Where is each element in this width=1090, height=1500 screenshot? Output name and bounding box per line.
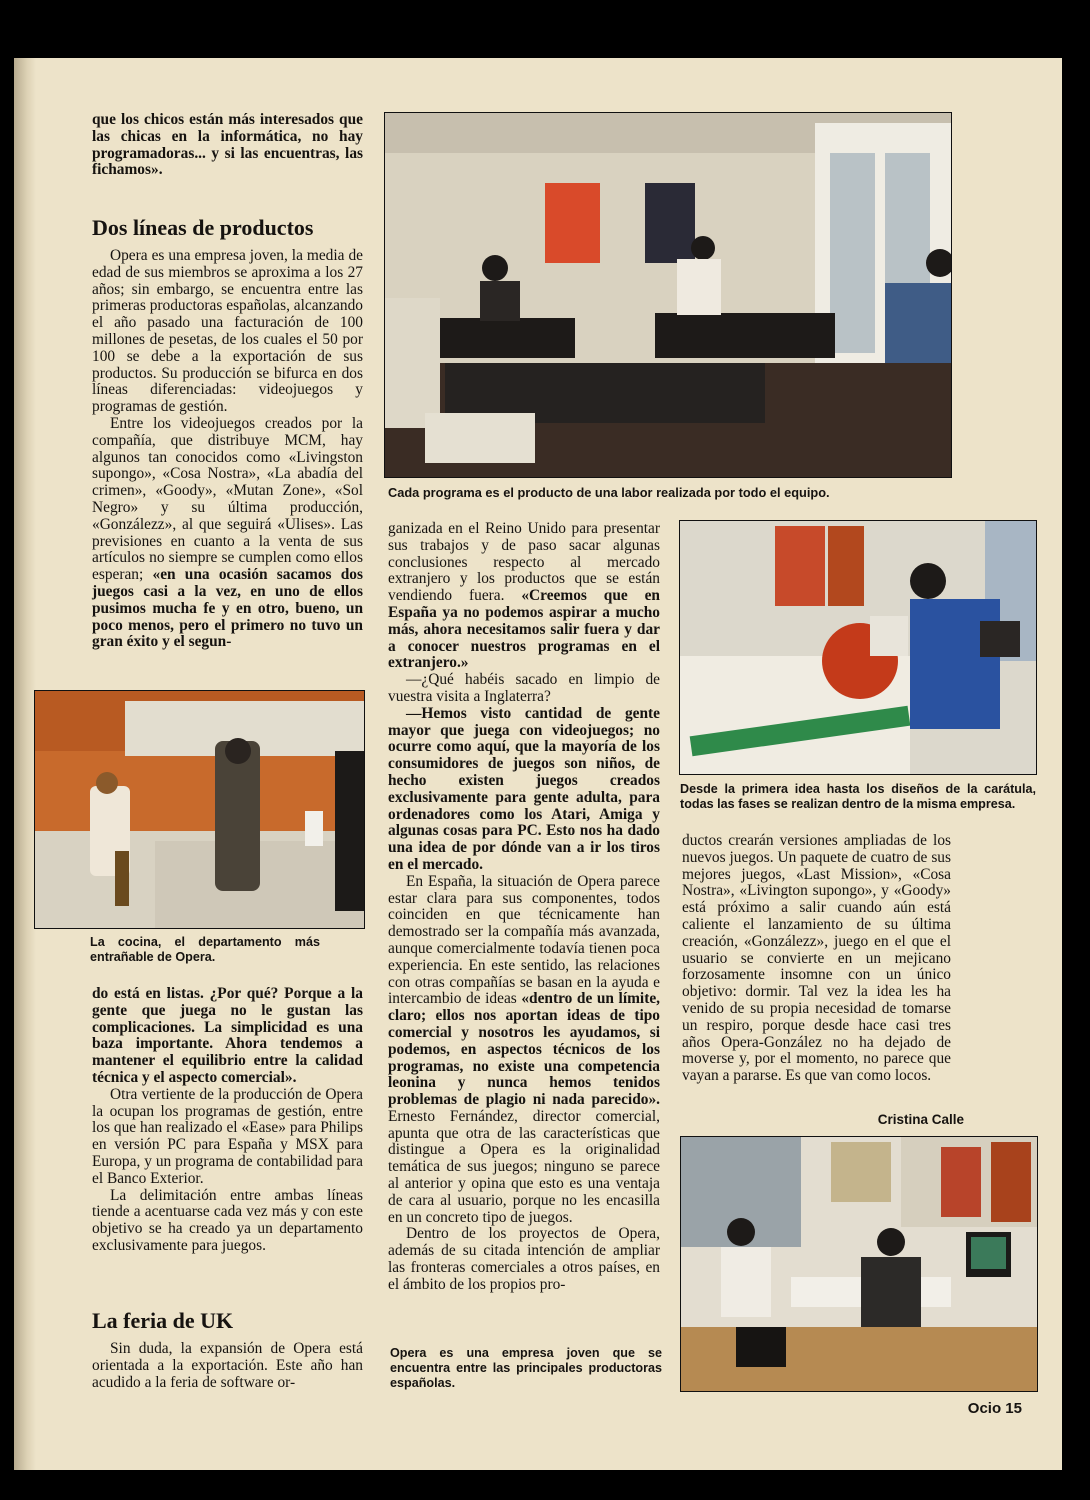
- photo-kitchen: [34, 690, 365, 929]
- paragraph: ductos crearán versiones ampliadas de los nuevos juegos. Un paquete de cuatro de sus mejores juegos, «Last Mission», «Cosa Nostra», «Livington supongo», y «Goody» está próximo a salir cuando aún está caliente el lanzamiento de su última creación, «Gonzálezz», juego en el que el usuario se convierte en un mejicano forzosamente insomne con un único objetivo: dormir. Tal vez la idea les ha venido de su propia necesidad de tomarse un respiro, porque desde hace casi tres años Opera-González no ha dejado de moverse y, por el momento, no parece que vayan a pararse. Es que van como locos.: [682, 832, 951, 1085]
- quote-run: «dentro de un límite, claro; ellos nos aportan ideas de tipo comercial y nosotros les ayudamos, si podemos, en aspectos técnicos de los programas, no existe una competencia leonina y nunca hemos tenidos problemas de plagio ni nada parecido».: [388, 990, 661, 1109]
- column-1-bottom: [92, 986, 363, 1255]
- caption-cover-design: Desde la primera idea hasta los diseños de la carátula, todas las fases se realizan dentro de la misma empresa.: [680, 782, 1036, 811]
- text-run: ganizada en el Reino Unido para presentar sus trabajos y de paso sacar algunas conclusiones respecto al mercado extranjero y los productos que se están vendiendo fuera.: [388, 520, 660, 605]
- text-run: Ernesto Fernández, director comercial, apunta que otra de las características que distingue a Opera es la originalidad temática de sus juegos; ninguno se parece al anterior y opina que esto es una ventaja de cara al usuario, porque no les encasilla en un concreto tipo de juegos.: [388, 1107, 660, 1226]
- text-run: Entre los videojuegos creados por la compañía, que distribuye MCM, hay algunos tan conocidos como «Livingston supongo», «Cosa Nostra», «La abadía del crimen», «Goody», «Mutan Zone», «Sol Negro» y su última producción, «Gonzálezz», al que seguirá «Ulises». Las previsiones en cuanto a la venta de sus artículos no siempre se cumplen como ellos esperan;: [92, 414, 363, 584]
- caption-office-team: Cada programa es el producto de una labor realizada por todo el equipo.: [388, 485, 830, 500]
- text-run: En España, la situación de Opera parece estar clara para sus componentes, todos coinciden en que técnicamente han demostrado ser la compañía más avanzada, aunque comercialmente todavía tienen poca experiencia. En este sentido, las relaciones con otras compañías se basan en la ayuda e intercambio de ideas: [388, 872, 660, 1008]
- column-3: [682, 833, 951, 1085]
- photo-office-team: [384, 112, 952, 478]
- caption-young-company: Opera es una empresa joven que se encuentra entre las principales productoras españolas.: [390, 1346, 662, 1390]
- heading-dos-lineas: Dos líneas de productos: [92, 215, 314, 240]
- paragraph: Opera es una empresa joven, la media de edad de sus miembros se aproxima a los 27 años; sin embargo, se encuentra entre las primeras productoras españolas, alcanzando el año pasado una facturación de 100 millones de pesetas, de los cuales el 50 por 100 se debe a la exportación de sus productos. Su producción se bifurca en dos líneas diferenciadas: videojuegos y programas de gestión.: [92, 247, 363, 416]
- photo-programmers: [680, 1136, 1038, 1392]
- quote-run: «Creemos que en España ya no podemos aspirar a mucho más, ahora necesitamos salir fuera y dar a conocer nuestros programas en el extranjero.»: [388, 587, 660, 672]
- paragraph: Dentro de los proyectos de Opera, además de su citada intención de ampliar las fronteras comerciales a otros países, en el ámbito de los propios pro-: [388, 1225, 660, 1293]
- paragraph: Otra vertiente de la producción de Opera la ocupan los programas de gestión, entre los que han realizado el «Ease» para Philips en versión PC para España y MSX para Europa, y un programa de contabilidad para el Banco Exterior.: [92, 1085, 363, 1187]
- quote-run: «en una ocasión sacamos dos juegos casi a la vez, en uno de ellos pusimos mucha fe y en otro, bueno, un poco menos, pero el primero no tuvo un gran éxito y el segun-: [92, 566, 363, 651]
- page-folio: Ocio 15: [967, 1400, 1022, 1417]
- column-1-feria: [92, 1341, 363, 1391]
- photo-cover-design: [679, 520, 1037, 775]
- column-1-top: [92, 112, 363, 179]
- paragraph: La delimitación entre ambas líneas tiende a acentuarse cada vez más y con este objetivo se ha creado ya un departamento exclusivamente para juegos.: [92, 1186, 363, 1254]
- paragraph: —Hemos visto cantidad de gente mayor que juega con videojuegos; no ocurre como aquí, que la mayoría de los consumidores de juegos son niños, de hecho existen juegos creados exclusivamente para gente adulta, para ordenadores como los Atari, Amiga y algunas cosas para PC. Esto nos ha dado una idea de por dónde van a ir los tiros en el mercado.: [388, 704, 660, 873]
- paragraph: Sin duda, la expansión de Opera está orientada a la exportación. Este año han acudido a la feria de software or-: [92, 1340, 363, 1391]
- heading-feria: La feria de UK: [92, 1308, 234, 1333]
- page-gutter-shadow: [14, 58, 36, 1470]
- caption-kitchen: La cocina, el departamento más entrañable de Opera.: [90, 935, 320, 964]
- paragraph: [388, 874, 660, 1227]
- author-signature: Cristina Calle: [877, 1112, 964, 1127]
- magazine-page: [14, 58, 1062, 1470]
- column-2: [388, 521, 660, 1294]
- column-1-middle: [92, 248, 363, 651]
- paragraph: que los chicos están más interesados que las chicas en la informática, no hay programadoras... y si las encuentras, las fichamos».: [92, 111, 363, 179]
- paragraph: [92, 416, 363, 651]
- paragraph: —¿Qué habéis sacado en limpio de vuestra visita a Inglaterra?: [388, 671, 660, 705]
- paragraph: do está en listas. ¿Por qué? Porque a la gente que juega no le gustan las complicaciones. La simplicidad es una baza importante. Ahora tendemos a mantener el equilibrio entre la calidad técnica y el aspecto comercial».: [92, 985, 363, 1086]
- paragraph: [388, 521, 660, 672]
